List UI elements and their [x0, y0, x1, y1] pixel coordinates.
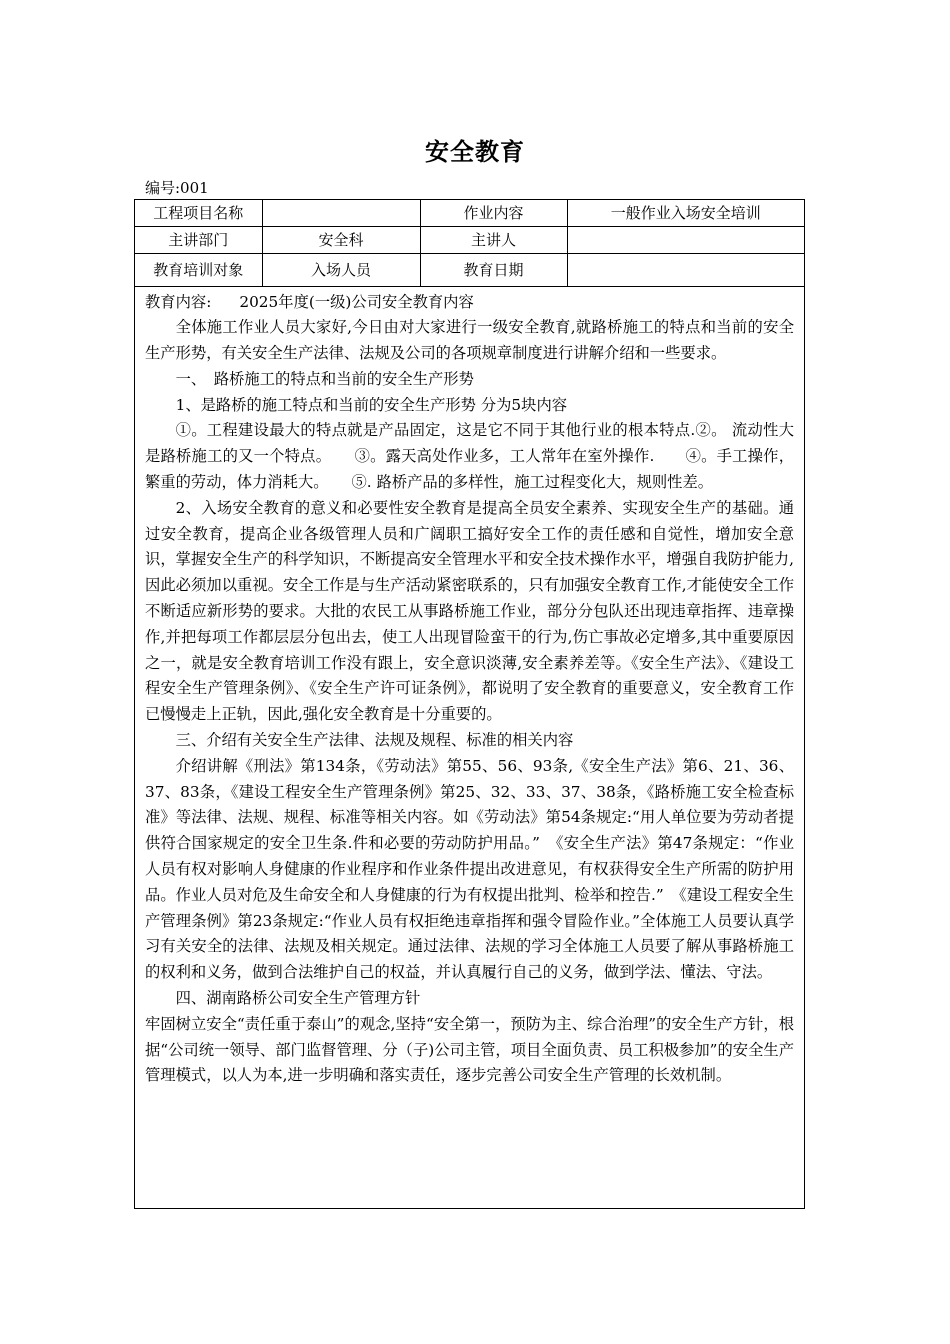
section-3-paragraph: 介绍讲解《刑法》第134条，《劳动法》第55、56、93条,《安全生产法》第6、21、36、37、83条，《建设工程安全生产管理条例》第25、32、33、37、38条，《路桥施工安全检查标准》等法律、法规、规程、标准等相关内容。如《劳动法》第54条规定:“用人单位要为劳动者提供符合国家规定的安全卫生条.件和必要的劳动防护用品。” 《安全生产法》第47条规定：“作业人员有权对影响人身健康的作业程序和作业条件提出改进意见，有权获得安全生产所需的防护用品。作业人员对危及生命安全和人身健康的行为有权提出批判、检举和控告.” 《建设工程安全生产管理条例》第23条规定:“作业人员有权拒绝违章指挥和强令冒险作业。”全体施工人员要认真学习有关安全的法律、法规及相关规定。通过法律、法规的学习全体施工人员要了解从事路桥施工的权利和义务，做到合法维护自己的权益，并认真履行自己的义务，做到学法、懂法、守法。	[145, 756, 794, 982]
section-3-title: 三、介绍有关安全生产法律、法规及规程、标准的相关内容	[175, 731, 574, 750]
project-name-value	[262, 200, 420, 226]
table-row	[135, 226, 804, 253]
table-row	[135, 200, 804, 226]
document-title: 安全教育	[425, 138, 525, 166]
speaker-label: 主讲人	[420, 226, 567, 253]
content-heading-value: 2025年度(一级)公司安全教育内容	[239, 292, 474, 311]
target-value: 入场人员	[262, 253, 420, 286]
section-4-paragraph: 牢固树立安全“责任重于泰山”的观念,坚持“安全第一，预防为主、综合治理”的安全生产方针，根据“公司统一领导、部门监督管理、分（子)公司主管，项目全面负责、员工积极参加”的安全生产管理模式，以人为本,进一步明确和落实责任，逐步完善公司安全生产管理的长效机制。	[145, 1014, 794, 1085]
intro-paragraph: 全体施工作业人员大家好,今日由对大家进行一级安全教育,就路桥施工的特点和当前的安全生产形势，有关安全生产法律、法规及公司的各项规章制度进行讲解介绍和一些要求。	[145, 318, 794, 363]
info-table	[135, 200, 804, 287]
section-4-title: 四、湖南路桥公司安全生产管理方针	[175, 989, 421, 1008]
dept-label: 主讲部门	[135, 226, 262, 253]
date-value	[567, 253, 804, 286]
target-label: 教育培训对象	[135, 253, 262, 286]
table-row	[135, 253, 804, 286]
education-content	[135, 287, 804, 1090]
content-heading-label: 教育内容:	[145, 292, 212, 311]
project-name-label: 工程项目名称	[135, 200, 262, 226]
section-1-title: 一、 路桥施工的特点和当前的安全生产形势	[175, 369, 474, 388]
date-label: 教育日期	[420, 253, 567, 286]
form-box	[134, 199, 805, 1209]
work-content-label: 作业内容	[420, 200, 567, 226]
speaker-value	[567, 226, 804, 253]
section-2-paragraph: 2、入场安全教育的意义和必要性安全教育是提高全员安全素养、实现安全生产的基础。通过安全教育，提高企业各级管理人员和广阔职工搞好安全工作的责任感和自觉性，增加安全意识，掌握安全生产的科学知识，不断提高安全管理水平和安全技术操作水平，增强自我防护能力,因此必须加以重视。安全工作是与生产活动紧密联系的，只有加强安全教育工作,才能使安全工作不断适应新形势的要求。大批的农民工从事路桥施工作业，部分分包队还出现违章指挥、违章操作,并把每项工作都层层分包出去，使工人出现冒险蛮干的行为,伤亡事故必定增多,其中重要原因之一，就是安全教育培训工作没有跟上，安全意识淡薄,安全素养差等。《安全生产法》、《建设工程安全生产管理条例》、《安全生产许可证条例》，都说明了安全教育的重要意义，安全教育工作已慢慢走上正轨，因此,强化安全教育是十分重要的。	[145, 498, 794, 724]
document-number: 编号:001	[145, 179, 209, 197]
dept-value: 安全科	[262, 226, 420, 253]
content-heading	[145, 290, 794, 316]
work-content-value: 一般作业入场安全培训	[567, 200, 804, 226]
section-1-subtitle: 1、是路桥的施工特点和当前的安全生产形势 分为5块内容	[175, 395, 568, 414]
section-1-points: ①。工程建设最大的特点就是产品固定，这是它不同于其他行业的根本特点.②。 流动性大是路桥施工的又一个特点。 ③。露天高处作业多，工人常年在室外操作. ④。手工操作，繁重的劳动，体力消耗大。 ⑤. 路桥产品的多样性，施工过程变化大，规则性差。	[145, 421, 794, 492]
